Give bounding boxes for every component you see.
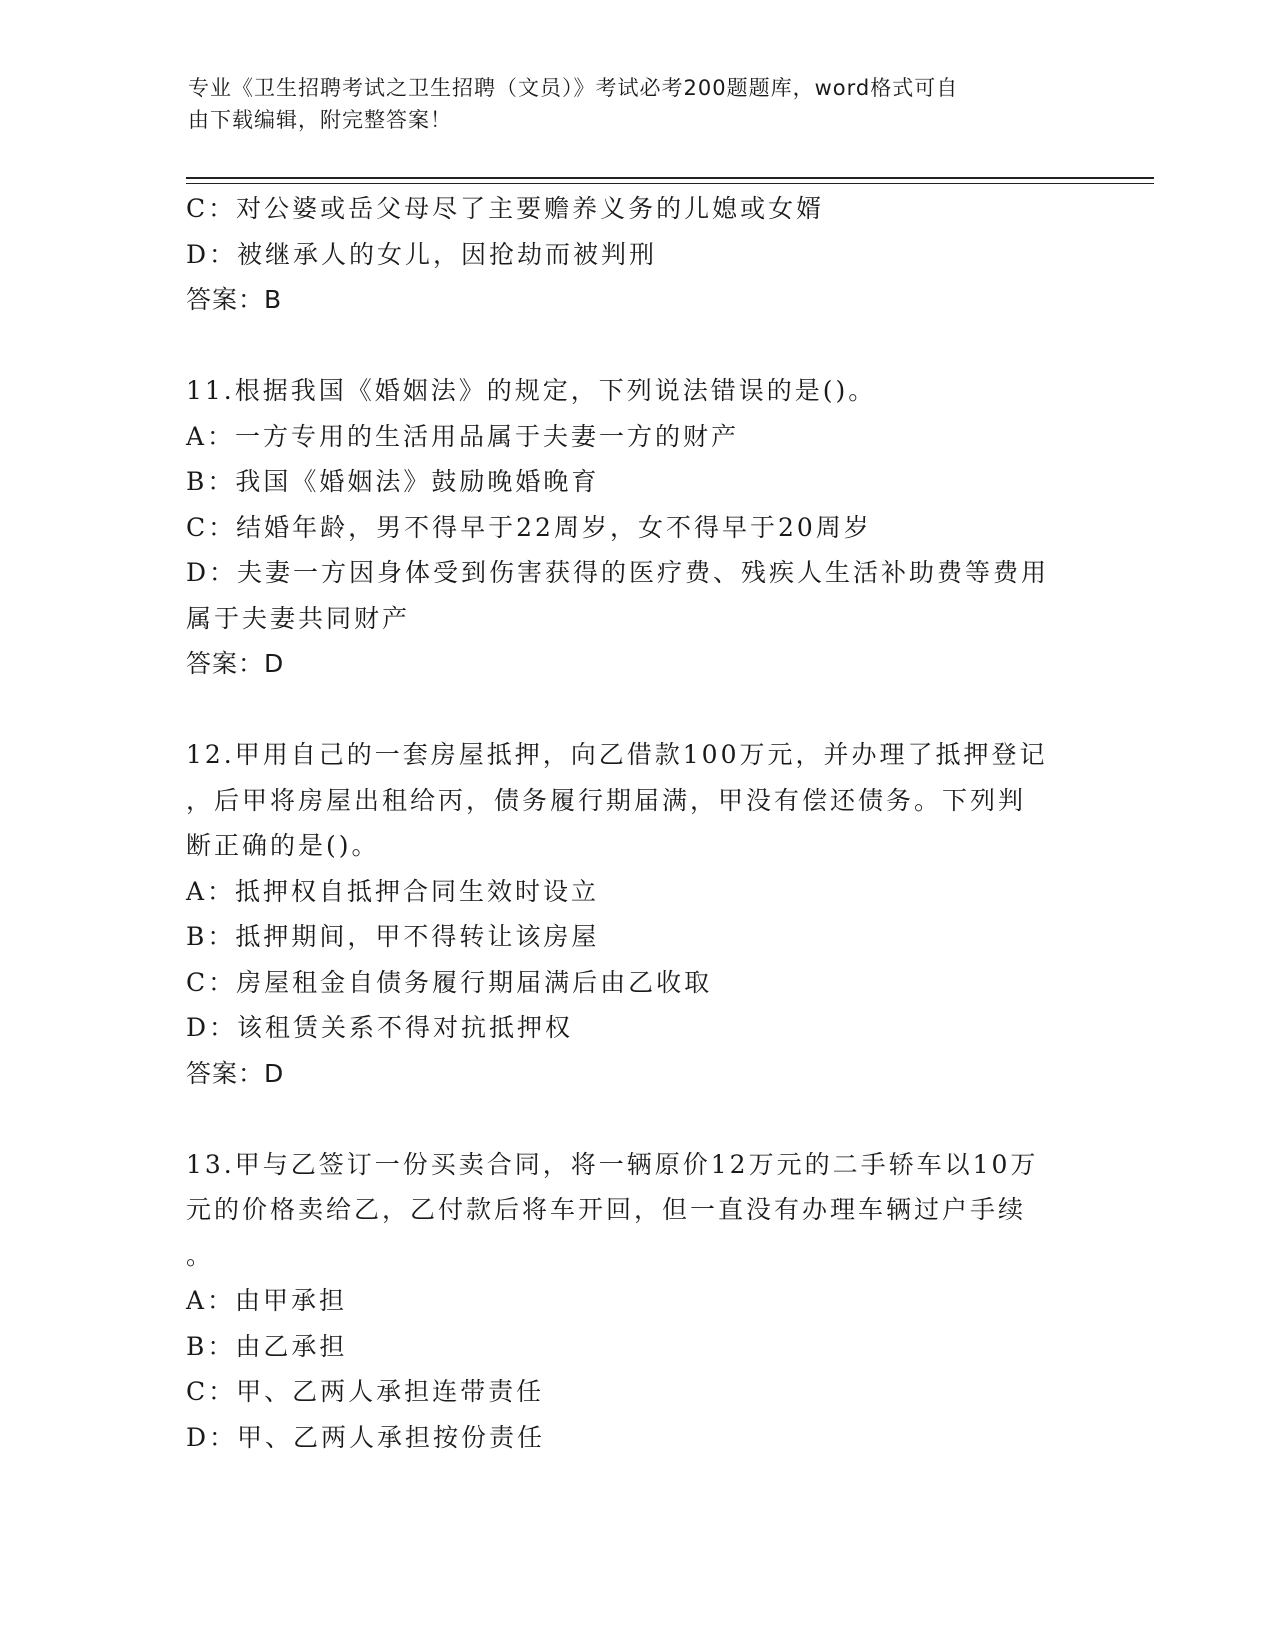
question-stem-continued: ，后甲将房屋出租给丙，债务履行期届满，甲没有偿还债务。下列判 (186, 785, 1027, 815)
question-13 (186, 1142, 1086, 1461)
header-line-1: 专业《卫生招聘考试之卫生招聘（文员）》考试必考200题题库，word格式可自 (188, 76, 959, 100)
header-divider-thin (186, 183, 1154, 184)
spacer (186, 1096, 1086, 1142)
option-b: B：由乙承担 (186, 1331, 348, 1361)
question-12 (186, 732, 1086, 1096)
header-line-2: 由下载编辑，附完整答案！ (188, 108, 452, 132)
option-a: A：由甲承担 (186, 1286, 348, 1315)
option-d: D：该租赁关系不得对抗抵押权 (186, 1013, 574, 1042)
option-c: C：对公婆或岳父母尽了主要赡养义务的儿媳或女婿 (186, 194, 825, 223)
option-d: D：被继承人的女儿，因抢劫而被判刑 (186, 239, 658, 269)
question-stem-continued: 断正确的是()。 (186, 831, 380, 860)
answer-line: 答案：D (186, 649, 285, 678)
answer-line: 答案：B (186, 285, 283, 314)
question-stem-continued: 。 (186, 1240, 215, 1270)
option-d: D：夫妻一方因身体受到伤害获得的医疗费、残疾人生活补助费等费用 (186, 558, 1050, 587)
option-c: C：房屋租金自债务履行期届满后由乙收取 (186, 967, 713, 997)
option-a: A：抵押权自抵押合同生效时设立 (186, 876, 600, 906)
document-header (188, 72, 1068, 136)
question-stem: 13.甲与乙签订一份买卖合同，将一辆原价12万元的二手轿车以10万 (186, 1149, 1039, 1179)
option-c: C：结婚年龄，男不得早于22周岁，女不得早于20周岁 (186, 512, 872, 542)
answer-line: 答案：D (186, 1058, 285, 1088)
spacer (186, 687, 1086, 733)
spacer (186, 323, 1086, 369)
question-content (186, 186, 1086, 1460)
question-10-tail (186, 186, 1086, 323)
option-d-continued: 属于夫妻共同财产 (186, 603, 411, 633)
header-divider-thick (186, 177, 1154, 179)
question-stem: 11.根据我国《婚姻法》的规定，下列说法错误的是()。 (186, 376, 877, 405)
option-d: D：甲、乙两人承担按份责任 (186, 1422, 546, 1452)
option-c: C：甲、乙两人承担连带责任 (186, 1377, 545, 1406)
option-a: A：一方专用的生活用品属于夫妻一方的财产 (186, 421, 740, 451)
question-stem: 12.甲用自己的一套房屋抵押，向乙借款100万元，并办理了抵押登记 (186, 740, 1048, 769)
question-11 (186, 368, 1086, 687)
option-b: B：我国《婚姻法》鼓励晚婚晚育 (186, 467, 600, 496)
option-b: B：抵押期间，甲不得转让该房屋 (186, 922, 600, 951)
question-stem-continued: 元的价格卖给乙，乙付款后将车开回，但一直没有办理车辆过户手续 (186, 1195, 1027, 1224)
